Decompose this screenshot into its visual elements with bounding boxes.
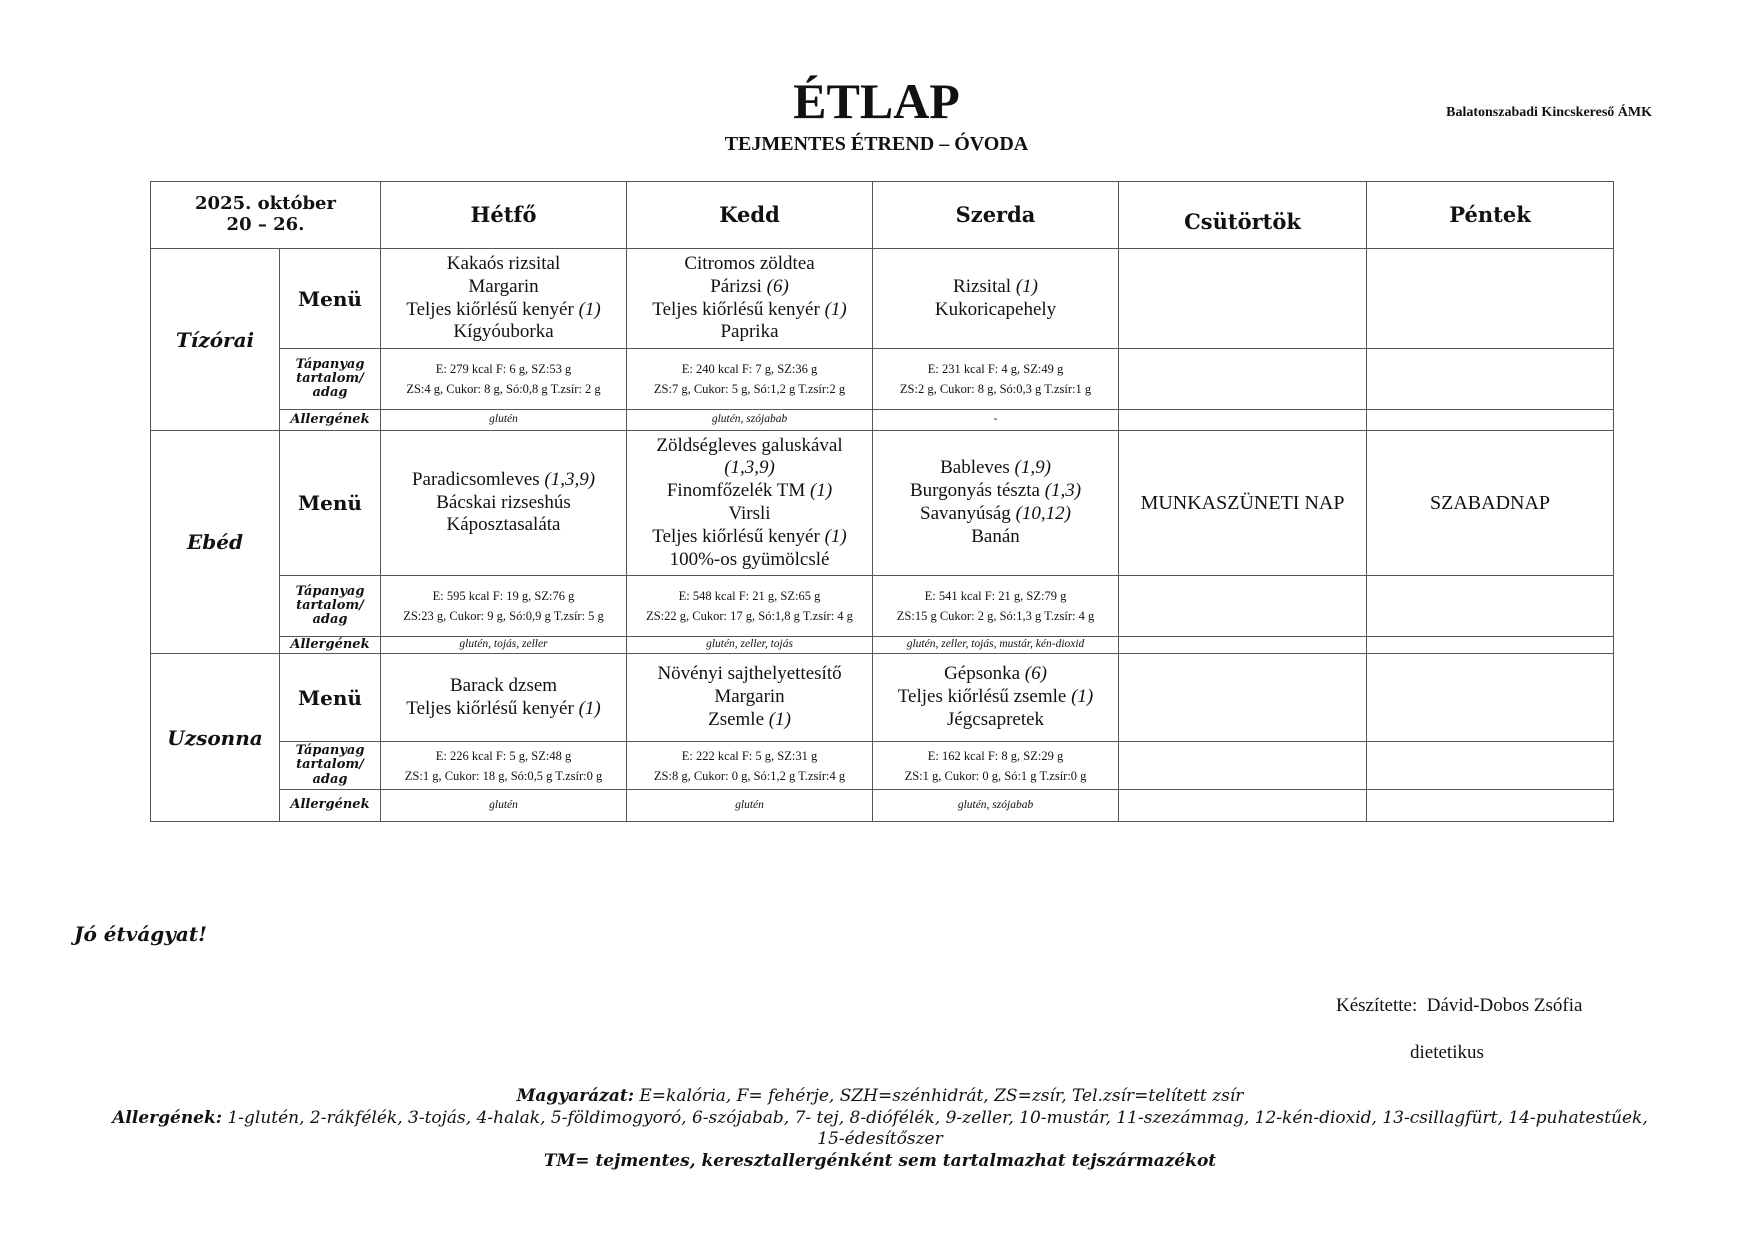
header-row [151,182,1614,249]
meal-nutrition-row [151,742,1614,790]
menu-cell [1119,249,1367,349]
date-line-1: 2025. október [195,193,336,215]
nutrition-cell [1119,576,1367,637]
menu-cell [873,249,1119,349]
menu-item [629,253,870,276]
menu-cell [1367,654,1614,742]
allergen-codes: (1,3) [1044,480,1082,502]
nutrition-line: ZS:2 g, Cukor: 8 g, Só:0,3 g T.zsír:1 g [899,382,1092,396]
allergens-cell: glutén [627,790,873,822]
dish-name: Margarin [468,275,539,297]
dish-name: Zsemle [708,708,765,730]
meal-menu-row [151,431,1614,576]
menu-item [875,709,1116,732]
day-header: Csütörtök [1119,182,1367,249]
meal-name: Ebéd [151,431,280,654]
menu-item [875,526,1116,549]
menu-item [1369,491,1611,515]
dish-name: Párizsi [710,275,762,297]
nutrition-cell [627,349,873,410]
menu-item [383,698,624,721]
allergens-cell: glutén, szójabab [873,790,1119,822]
row-label-line: adag [312,771,348,787]
tm-note: TM= tejmentes, keresztallergénként sem tartalmazhat tejszármazékot [543,1151,1217,1171]
dish-name: Rizsital [953,275,1012,297]
dish-name: MUNKASZÜNETI NAP [1140,492,1345,514]
allergen-codes: (10,12) [1015,503,1071,524]
meal-menu-row [151,654,1614,742]
menu-cell [1367,431,1614,576]
nutrition-cell [1119,349,1367,410]
row-label-nutrition [280,576,381,637]
row-label-menu: Menü [280,431,381,576]
meal-name: Uzsonna [151,654,280,822]
date-range [151,182,381,249]
nutrition-line: ZS:22 g, Cukor: 17 g, Só:1,8 g T.zsír: 4 g [646,609,853,623]
menu-cell [381,431,627,576]
allergens-cell: - [873,410,1119,431]
menu-item [629,686,870,709]
nutrition-cell [873,576,1119,637]
menu-item [383,276,624,299]
dish-name: 100%-os gyümölcslé [669,548,830,570]
dish-name: Barack dzsem [449,674,558,696]
row-label-allergens: Allergének [280,637,381,654]
date-line-2: 20 – 26. [226,214,305,235]
menu-item [383,492,624,515]
nutrition-line: ZS:1 g, Cukor: 18 g, Só:0,5 g T.zsír:0 g [404,768,603,783]
allergens-cell [1119,637,1367,654]
dish-name: Savanyúság [920,503,1011,524]
nutrition-line: ZS:8 g, Cukor: 0 g, Só:1,2 g T.zsír:4 g [653,768,846,783]
dish-name: Kígyóuborka [453,321,554,343]
menu-item [383,299,624,322]
row-label-line: adag [312,612,348,628]
nutrition-line: E: 548 kcal F: 21 g, SZ:65 g [678,589,821,603]
allergen-codes: (1,3,9) [544,468,596,490]
allergens-cell: glutén, zeller, tojás [627,637,873,654]
row-label-allergens: Allergének [280,410,381,431]
allergen-codes: (1) [578,298,601,320]
row-label-line: Tápanyag [295,356,365,372]
row-label-nutrition [280,349,381,410]
dish-name: Paradicsomleves [411,468,540,490]
dish-name: Kukoricapehely [934,298,1057,320]
allergen-codes: (1) [824,525,847,547]
allergen-codes: (1) [810,480,833,502]
nutrition-line: E: 541 kcal F: 21 g, SZ:79 g [924,589,1067,603]
meal-allergens-row [151,637,1614,654]
dish-name: Káposztasaláta [446,514,561,536]
nutrition-line: E: 231 kcal F: 4 g, SZ:49 g [927,362,1064,376]
allergen-label: Allergének: [112,1108,223,1128]
menu-cell [1119,654,1367,742]
menu-item [383,675,624,698]
dish-name: Teljes kiőrlésű kenyér [652,525,820,547]
dish-name: Bableves [940,457,1010,479]
meal-allergens-row [151,410,1614,431]
allergens-cell: glutén, szójabab [627,410,873,431]
legend-label: Magyarázat: [516,1086,634,1106]
dish-name: Kakaós rizsital [446,252,561,274]
menu-item [1121,491,1364,515]
row-label-line: Tápanyag [295,583,365,599]
allergen-codes: (1) [1015,275,1038,297]
menu-cell [1119,431,1367,576]
menu-item [629,663,870,686]
allergen-legend [100,1108,1660,1150]
nutrition-cell [873,349,1119,410]
meal-menu-row [151,249,1614,349]
allergens-cell: glutén, tojás, zeller [381,637,627,654]
dish-name: Finomfőzelék TM [666,480,806,502]
menu-cell [873,431,1119,576]
nutrition-cell [627,742,873,790]
row-label-line: adag [312,385,348,401]
menu-cell [627,249,873,349]
nutrition-line: E: 595 kcal F: 19 g, SZ:76 g [432,589,575,603]
menu-item [875,480,1116,503]
nutrition-cell [1367,742,1614,790]
row-label-menu: Menü [280,654,381,742]
meal-name: Tízórai [151,249,280,431]
menu-item [629,457,870,480]
dish-name: Virsli [728,503,771,524]
dish-name: Teljes kiőrlésű kenyér [652,298,820,320]
nutrition-line: ZS:4 g, Cukor: 8 g, Só:0,8 g T.zsír: 2 g [406,382,601,396]
nutrition-line: E: 226 kcal F: 5 g, SZ:48 g [435,748,572,763]
day-header: Szerda [873,182,1119,249]
closing-text: Jó étvágyat! [74,922,207,946]
meal-nutrition-row [151,576,1614,637]
dish-name: SZABADNAP [1430,492,1551,514]
dish-name: Citromos zöldtea [684,252,815,274]
menu-item [383,469,624,492]
author: Készítette: Dávid-Dobos Zsófia [1336,995,1583,1016]
nutrition-line: ZS:23 g, Cukor: 9 g, Só:0,9 g T.zsír: 5 g [403,609,604,623]
allergen-codes: (6) [766,275,789,297]
menu-item [383,514,624,537]
menu-item [383,253,624,276]
dish-name: Burgonyás tészta [909,480,1040,502]
meal-allergens-row [151,790,1614,822]
page-subtitle: TEJMENTES ÉTREND – ÓVODA [724,133,1029,155]
dish-name: Teljes kiőrlésű zsemle [897,686,1067,708]
allergen-codes: (6) [1024,663,1047,685]
menu-cell [627,431,873,576]
allergens-cell: glutén, zeller, tojás, mustár, kén-dioxid [873,637,1119,654]
nutrition-line: E: 222 kcal F: 5 g, SZ:31 g [681,748,818,763]
menu-cell [381,654,627,742]
row-label-nutrition [280,742,381,790]
allergens-cell [1119,410,1367,431]
nutrition-line: ZS:15 g Cukor: 2 g, Só:1,3 g T.zsír: 4 g [896,609,1095,623]
meal-nutrition-row [151,349,1614,410]
allergen-codes: (1) [768,708,791,730]
legend-line [100,1086,1660,1106]
allergens-cell [1367,790,1614,822]
nutrition-line: ZS:1 g, Cukor: 0 g, Só:1 g T.zsír:0 g [904,768,1087,783]
row-label-menu: Menü [280,249,381,349]
menu-item [629,503,870,526]
menu-item [875,457,1116,480]
menu-cell [381,249,627,349]
menu-item [875,686,1116,709]
menu-item [629,435,870,458]
row-label-line: tartalom/ [296,370,364,386]
allergens-cell: glutén [381,410,627,431]
nutrition-cell [1119,742,1367,790]
nutrition-cell [1367,349,1614,410]
allergens-cell: glutén [381,790,627,822]
dish-name: Gépsonka [944,663,1021,685]
nutrition-cell [627,576,873,637]
dish-name: Jégcsapretek [946,708,1045,730]
allergens-cell [1367,637,1614,654]
allergens-cell [1119,790,1367,822]
dish-name: Zöldségleves galuskával [656,434,843,456]
nutrition-cell [381,742,627,790]
day-header: Hétfő [381,182,627,249]
row-label-line: tartalom/ [296,757,364,773]
dish-name: Banán [971,525,1020,547]
organization-name: Balatonszabadi Kincskereső ÁMK [1446,105,1652,120]
dish-name: Teljes kiőrlésű kenyér [406,697,574,719]
nutrition-cell [381,576,627,637]
author-role: dietetikus [1410,1042,1484,1063]
dish-name: Paprika [720,321,779,343]
row-label-line: Tápanyag [295,743,365,759]
menu-cell [627,654,873,742]
dish-name: Növényi sajthelyettesítő [657,663,842,685]
legend-text: E=kalória, F= fehérje, SZH=szénhidrát, ZS=zsír, Tel.zsír=telített zsír [633,1086,1244,1106]
menu-item [383,321,624,344]
menu-item [629,299,870,322]
dish-name: Margarin [714,686,785,708]
allergen-codes: (1) [824,298,847,320]
nutrition-line: E: 240 kcal F: 7 g, SZ:36 g [681,362,818,376]
menu-item [875,503,1116,526]
allergen-codes: (1) [1071,686,1094,708]
dish-name: Bácskai rizseshús [436,491,571,513]
menu-cell [873,654,1119,742]
allergen-codes: (1,3,9) [724,457,775,479]
nutrition-cell [1367,576,1614,637]
allergens-cell [1367,410,1614,431]
menu-item [875,276,1116,299]
menu-item [629,709,870,732]
allergen-codes: (1,9) [1014,457,1051,479]
page-title: ÉTLAP [793,73,960,129]
menu-item [629,549,870,572]
dish-name: Teljes kiőrlésű kenyér [406,298,574,320]
nutrition-cell [381,349,627,410]
menu-item [629,321,870,344]
nutrition-cell [873,742,1119,790]
menu-item [629,480,870,503]
day-header: Péntek [1367,182,1614,249]
allergen-codes: (1) [578,697,601,719]
row-label-allergens: Allergének [280,790,381,822]
day-header: Kedd [627,182,873,249]
menu-item [875,299,1116,322]
menu-cell [1367,249,1614,349]
nutrition-line: E: 162 kcal F: 8 g, SZ:29 g [927,748,1064,763]
menu-item [629,276,870,299]
menu-table [150,181,1614,822]
menu-item [629,526,870,549]
nutrition-line: ZS:7 g, Cukor: 5 g, Só:1,2 g T.zsír:2 g [653,382,846,396]
row-label-line: tartalom/ [296,597,364,613]
menu-item [875,663,1116,686]
allergen-text: 1-glutén, 2-rákfélék, 3-tojás, 4-halak, 5-földimogyoró, 6-szójabab, 7- tej, 8-diófélék, 9-zeller, 10-mustár, 11-szezámmag, 12-kén-dioxid, 13-csillagfürt, 14-puhatestűek, 15-édesítőszer [222,1108,1648,1149]
nutrition-line: E: 279 kcal F: 6 g, SZ:53 g [435,362,572,376]
